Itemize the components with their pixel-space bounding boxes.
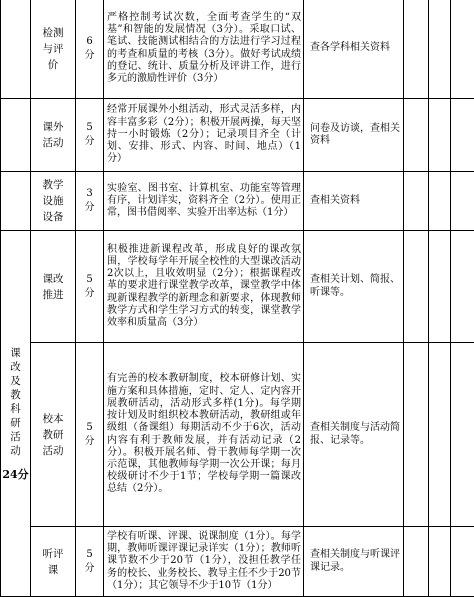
method-cell: 查相关制度与听课评课记录。 xyxy=(304,527,404,597)
blank-cell xyxy=(404,231,429,343)
criteria-cell: 学校有听课、评课、说课制度（1分）。每学期，教师听课评课记录详实（1分）；教师听课节数不少于20节（1分），没担任教学任务的校长、业务校长、教导主任不少于20节（1分）；其它领导不少于10节（1分） xyxy=(104,527,304,597)
blank-cell xyxy=(429,343,451,527)
item-cell xyxy=(31,527,76,597)
points-label: 5分 xyxy=(85,548,95,576)
blank-cell xyxy=(429,0,451,99)
criteria-cell: 有完善的校本教研制度，校本研修计划、实施方案和具体措施，定时、定人、定内容开展教研活动，活动形式多样(1分)。每学期按计划及时组织校本教研活动，教研组或年级组（备课组）每期活动不少于6次，活动内容有利于教师发展，并有活动记录（2分）。积极开展名师、骨干教师每学期一次示范课，其他教师每学期一次公开课；每月校级研讨不少于1节；学校每学期一篇课改总结（2分）。 xyxy=(104,343,304,527)
category-cell xyxy=(1,231,31,597)
criteria-cell: 实验室、图书室、计算机室、功能室等管理有序，计划详实，资料齐全（2分）。使用正常，图书借阅率、实验开出率达标（1分） xyxy=(104,172,304,231)
criteria-cell: 积极推进新课程改革，形成良好的课改氛围，学校每学年开展全校性的大型课改活动2次以上，且收效明显（2分）；根据课程改革的要求进行课堂教学改革，课堂教学中体现新课程教学的新理念和新要求，体现教师教学方式和学生学习方式的转变，课堂教学效率和质量高（3分） xyxy=(104,231,304,343)
table-row xyxy=(1,172,474,231)
item-label: 教学设施设备 xyxy=(41,177,65,225)
blank-cell xyxy=(404,343,429,527)
points-label: 6分 xyxy=(85,35,95,63)
item-cell xyxy=(31,0,76,99)
method-cell: 问卷及访谈，查相关资料 xyxy=(304,99,404,172)
category-cell xyxy=(1,172,31,231)
blank-cell xyxy=(429,99,451,172)
item-cell xyxy=(31,343,76,527)
points-label: 5分 xyxy=(85,273,95,301)
criteria-cell: 经常开展课外小组活动，形式灵活多样，内容丰富多彩（2分）；积极开展两操，每天坚持一小时锻炼（2分）；记录项目齐全（计划、安排、形式、内容、时间、地点）（1分） xyxy=(104,99,304,172)
blank-cell xyxy=(404,99,429,172)
item-label: 课改推进 xyxy=(41,271,65,303)
item-label: 检测与评价 xyxy=(41,25,65,73)
table-row xyxy=(1,231,474,343)
points-cell xyxy=(76,172,104,231)
points-cell xyxy=(76,231,104,343)
category-cell xyxy=(1,0,31,99)
blank-cell xyxy=(451,343,474,527)
category-cell xyxy=(1,99,31,172)
table-row xyxy=(1,527,474,597)
item-label: 课外活动 xyxy=(41,119,65,151)
points-cell xyxy=(76,99,104,172)
blank-cell xyxy=(451,172,474,231)
blank-cell xyxy=(429,527,451,597)
table-row xyxy=(1,99,474,172)
blank-cell xyxy=(429,231,451,343)
points-cell xyxy=(76,0,104,99)
blank-cell xyxy=(451,231,474,343)
criteria-cell: 严格控制考试次数，全面考查学生的“双基”和智能的发展情况（3分）。采取口试、笔试、技能测试相结合的方法进行学习过程的考查和质量的考核（3分）。做好考试成绩的登记、统计、质量分析及评讲工作，进行多元的激励性评价（3分） xyxy=(104,0,304,99)
points-label: 5分 xyxy=(85,421,95,449)
points-label: 5分 xyxy=(85,121,95,149)
blank-cell xyxy=(404,0,429,99)
blank-cell xyxy=(404,172,429,231)
table-row xyxy=(1,0,474,99)
method-cell: 查相关计划、简报、听课等。 xyxy=(304,231,404,343)
blank-cell xyxy=(451,0,474,99)
blank-cell xyxy=(451,527,474,597)
item-cell xyxy=(31,231,76,343)
table-row xyxy=(1,343,474,527)
points-cell xyxy=(76,527,104,597)
method-cell: 查相关制度与活动简报、记录等。 xyxy=(304,343,404,527)
item-cell xyxy=(31,172,76,231)
item-label: 听评课 xyxy=(41,546,65,578)
method-cell: 查各学科相关资料 xyxy=(304,0,404,99)
method-cell: 查相关资料 xyxy=(304,172,404,231)
category-label: 课改及教科研活动 xyxy=(10,346,21,458)
points-label: 3分 xyxy=(85,187,95,215)
blank-cell xyxy=(451,99,474,172)
category-score: 24分 xyxy=(1,469,30,481)
blank-cell xyxy=(404,527,429,597)
blank-cell xyxy=(429,172,451,231)
item-label: 校本教研活动 xyxy=(41,411,65,459)
points-cell xyxy=(76,343,104,527)
item-cell xyxy=(31,99,76,172)
